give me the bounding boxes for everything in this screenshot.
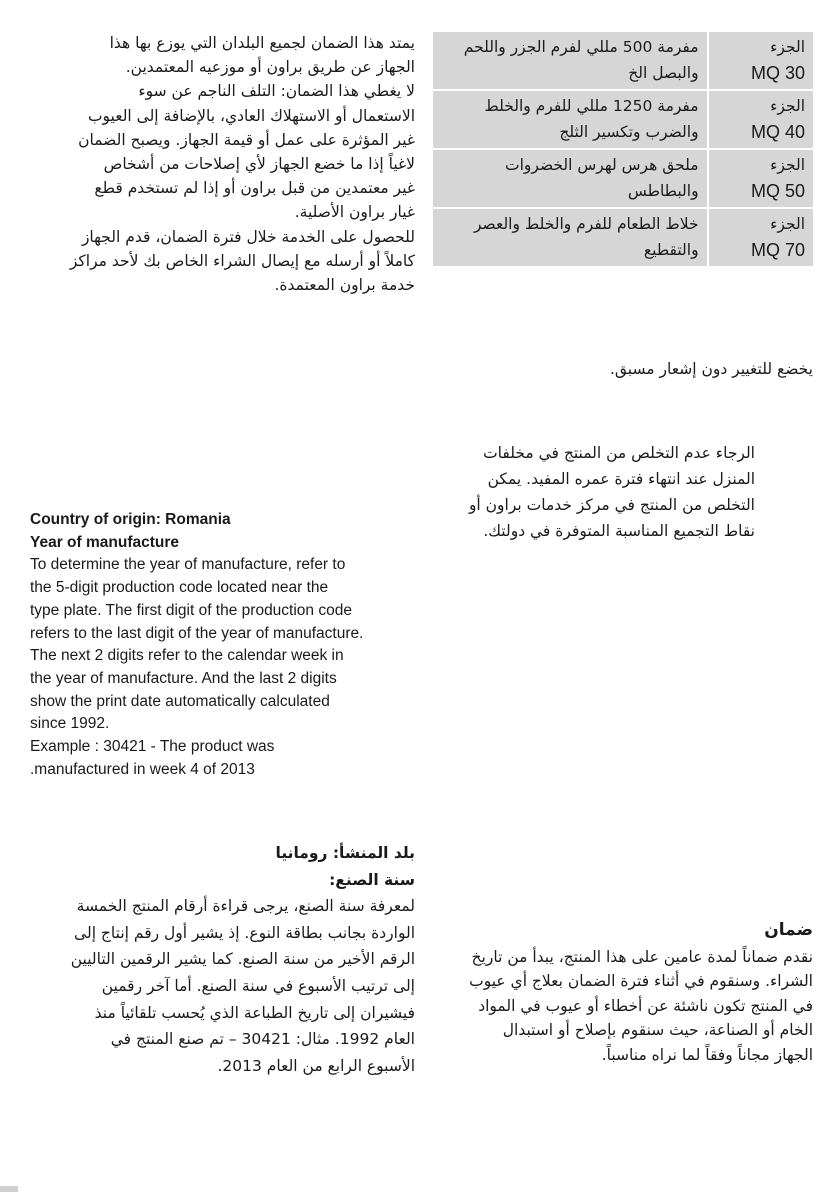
description-line: والبصل الخ bbox=[628, 64, 699, 82]
text-line: خدمة براون المعتمدة. bbox=[274, 276, 415, 295]
text-line: To determine the year of manufacture, refer to bbox=[30, 556, 346, 574]
text-line: نقدم ضماناً لمدة عامين على هذا المنتج، يبدأ من تاريخ bbox=[471, 947, 813, 966]
description-line: ملحق هرس لهرس الخضروات bbox=[505, 156, 699, 174]
text-line: الرجاء عدم التخلص من المنتج في مخلفات bbox=[483, 444, 755, 462]
description-line: والضرب وتكسير الثلج bbox=[559, 123, 699, 141]
text-line: غير معتمدين من قبل براون أو إذا لم تستخدم قطع bbox=[94, 179, 415, 198]
part-code-cell bbox=[707, 209, 813, 266]
description-line: مفرمة 1250 مللي للفرم والخلط bbox=[484, 97, 699, 115]
part-code-cell bbox=[707, 150, 813, 207]
text-line: العام 1992. مثال: 30421 – تم صنع المنتج في bbox=[110, 1030, 415, 1049]
text-line: refers to the last digit of the year of manufacture. bbox=[30, 624, 364, 642]
description-line: خلاط الطعام للفرم والخلط والعصر bbox=[473, 215, 699, 233]
text-line: يمتد هذا الضمان لجميع البلدان التي يوزع بها هذا bbox=[109, 34, 415, 52]
part-code-cell bbox=[707, 32, 813, 89]
accessories-table bbox=[433, 30, 813, 268]
text-line: الخام أو الصناعة، حيث سنقوم بإصلاح أو استبدال bbox=[502, 1021, 813, 1040]
text-line: فيشيران إلى تاريخ الطباعة الذي يُحسب تلقائياً منذ bbox=[94, 1003, 415, 1022]
text-line: التخلص من المنتج في مركز خدمات براون أو bbox=[468, 496, 755, 514]
country-of-origin-heading: بلد المنشأ: رومانيا bbox=[275, 844, 415, 862]
part-label: الجزء bbox=[770, 97, 805, 115]
table-row bbox=[433, 209, 813, 266]
part-description bbox=[433, 91, 707, 148]
text-line: لمعرفة سنة الصنع، يرجى قراءة أرقام المنتج الخمسة bbox=[76, 897, 415, 916]
description-line: والتقطيع bbox=[643, 241, 699, 259]
origin-english bbox=[30, 509, 410, 781]
part-description bbox=[433, 32, 707, 89]
page-edge-marker bbox=[0, 1186, 18, 1192]
part-description bbox=[433, 209, 707, 266]
part-description bbox=[433, 150, 707, 207]
year-of-manufacture-heading: Year of manufacture bbox=[30, 533, 180, 551]
model-number: MQ 70 bbox=[750, 240, 805, 260]
table-row bbox=[433, 150, 813, 207]
change-notice bbox=[433, 357, 813, 381]
guarantee-section bbox=[433, 918, 813, 1068]
text-line: الرقم الأخير من سنة الصنع. كما يشير الرقمين التاليين bbox=[70, 950, 415, 969]
origin-arabic bbox=[20, 840, 415, 1079]
text-line: show the print date automatically calculated bbox=[30, 692, 330, 710]
change-notice-text: يخضع للتغيير دون إشعار مسبق. bbox=[609, 360, 813, 378]
text-line: الشراء. وسنقوم في أثناء فترة الضمان بعلاج أي عيوب bbox=[469, 972, 813, 991]
text-line: غيار براون الأصلية. bbox=[294, 203, 415, 222]
part-code-cell bbox=[707, 91, 813, 148]
text-line: the 5-digit production code located near the bbox=[30, 579, 329, 597]
text-line: إلى ترتيب الأسبوع في سنة الصنع. أما آخر رقمين bbox=[101, 976, 415, 995]
text-line: Example : 30421 - The product was bbox=[30, 738, 275, 756]
year-of-manufacture-heading: سنة الصنع: bbox=[329, 870, 415, 889]
text-line: The next 2 digits refer to the calendar week in bbox=[30, 647, 344, 665]
text-line: .manufactured in week 4 of 2013 bbox=[30, 760, 255, 778]
text-line: الأسبوع الرابع من العام 2013. bbox=[217, 1056, 415, 1075]
description-line: مفرمة 500 مللي لفرم الجزر واللحم bbox=[463, 38, 699, 56]
text-line: لا يغطي هذا الضمان: التلف الناجم عن سوء bbox=[138, 82, 415, 101]
text-line: المنزل عند انتهاء فترة عمره المفيد. يمكن bbox=[487, 470, 755, 488]
part-label: الجزء bbox=[770, 156, 805, 174]
model-number: MQ 30 bbox=[750, 63, 805, 83]
text-line: الجهاز عن طريق براون أو موزعيه المعتمدين. bbox=[125, 58, 415, 77]
disposal-text bbox=[433, 440, 755, 544]
warranty-scope-text bbox=[20, 31, 415, 297]
text-line: type plate. The first digit of the production code bbox=[30, 601, 352, 619]
table-row bbox=[433, 32, 813, 89]
text-line: الواردة بجانب بطاقة النوع. إذ يشير أول رقم إنتاج إلى bbox=[74, 923, 415, 942]
text-line: كاملاً أو أرسله مع إيصال الشراء الخاص بك لأحد مراكز bbox=[69, 251, 415, 270]
text-line: since 1992. bbox=[30, 715, 110, 733]
part-label: الجزء bbox=[770, 38, 805, 56]
part-label: الجزء bbox=[770, 215, 805, 233]
guarantee-heading: ضمان bbox=[764, 920, 813, 940]
text-line: في المنتج تكون ناشئة عن أخطاء أو عيوب في المواد bbox=[478, 996, 813, 1015]
country-of-origin-heading: Country of origin: Romania bbox=[30, 511, 231, 528]
text-line: الجهاز مجاناً وفقاً لما نراه مناسباً. bbox=[601, 1045, 813, 1064]
text-line: الاستعمال أو الاستهلاك العادي، بالإضافة إلى العيوب bbox=[87, 106, 415, 125]
text-line: غير المؤثرة على عمل أو قيمة الجهاز. ويصبح الضمان bbox=[78, 130, 415, 149]
text-line: نقاط التجميع المناسبة المتوفرة في دولتك. bbox=[483, 522, 755, 540]
text-line: لاغياً إذا ما خضع الجهاز لأي إصلاحات من أشخاص bbox=[103, 155, 415, 174]
table-row bbox=[433, 91, 813, 148]
text-line: للحصول على الخدمة خلال فترة الضمان، قدم الجهاز bbox=[81, 227, 415, 246]
description-line: والبطاطس bbox=[627, 182, 699, 200]
model-number: MQ 50 bbox=[750, 181, 805, 201]
model-number: MQ 40 bbox=[750, 122, 805, 142]
text-line: the year of manufacture. And the last 2 digits bbox=[30, 669, 337, 687]
